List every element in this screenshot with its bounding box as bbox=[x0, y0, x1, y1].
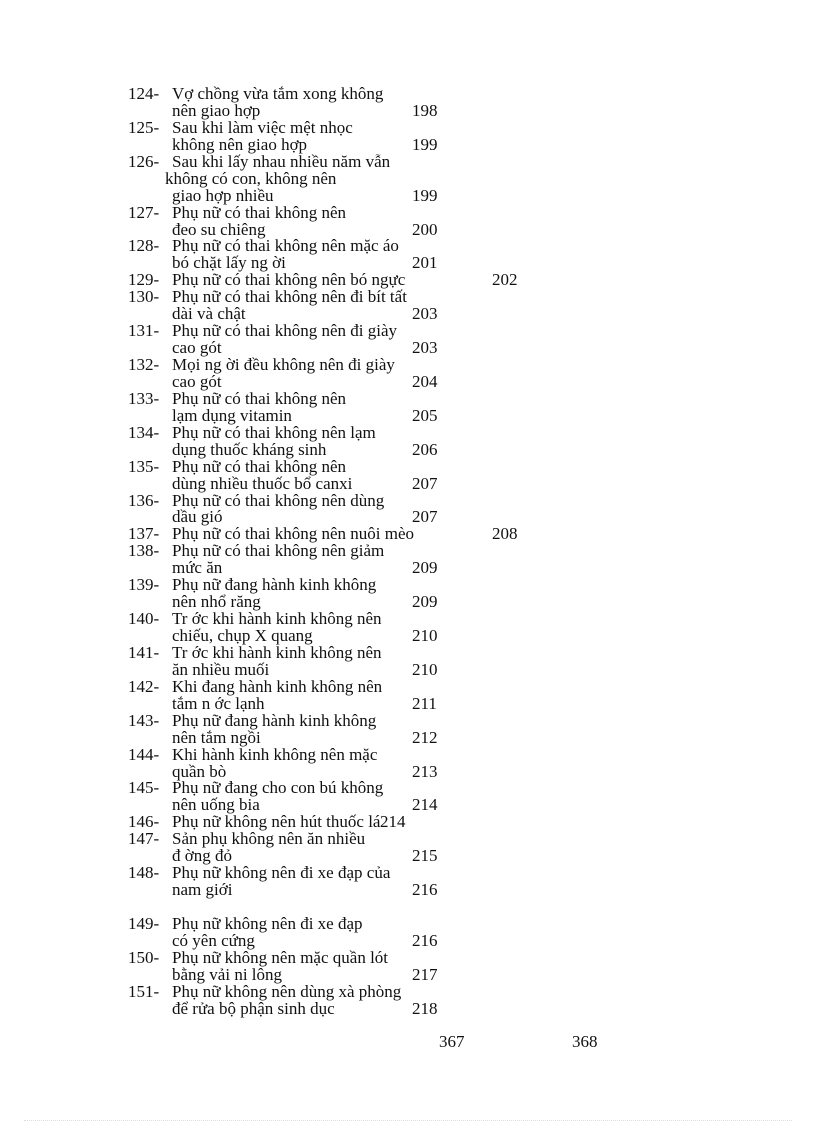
toc-entry-number: 127- bbox=[128, 202, 160, 222]
toc-entry bbox=[128, 577, 548, 611]
toc-entry-page: 216 bbox=[412, 880, 438, 900]
toc-entry-page: 206 bbox=[412, 439, 438, 459]
toc-entry-title: Sau khi làm việc mệt nhọc bbox=[172, 117, 353, 137]
toc-entry-title: Sau khi lấy nhau nhiều năm vẫn bbox=[172, 151, 391, 171]
toc-entry-title: lạm dụng vitamin bbox=[172, 405, 292, 425]
toc-entry-title: Phụ nữ có thai không nên mặc áo bbox=[172, 236, 399, 256]
toc-entry-title: cao gót bbox=[172, 338, 222, 358]
toc-entry-number: 134- bbox=[128, 422, 160, 442]
toc-entry bbox=[128, 202, 548, 239]
toc-entry-title: Mọi ng ời đều không nên đi giày bbox=[172, 355, 395, 374]
toc-entry bbox=[128, 642, 548, 679]
toc-entry-title: dầu gió bbox=[172, 507, 223, 527]
toc-entry-title: Sản phụ không nên ăn nhiều bbox=[172, 829, 366, 849]
toc-entry-number: 148- bbox=[128, 863, 160, 883]
toc-entry-title: Tr ớc khi hành kinh không nên bbox=[172, 609, 382, 629]
toc-entry bbox=[128, 117, 548, 154]
toc-entry-page: 207 bbox=[412, 473, 438, 493]
toc-entry-page: 199 bbox=[412, 134, 438, 154]
toc-entry-number: 124- bbox=[128, 84, 160, 103]
toc-entry-number: 138- bbox=[128, 541, 160, 561]
toc-entry bbox=[128, 289, 548, 323]
toc-entry-title: Phụ nữ có thai không nên dùng bbox=[172, 490, 385, 510]
page-number-left: 367 bbox=[439, 1032, 465, 1051]
toc-entry bbox=[128, 388, 548, 425]
toc-entry-number: 136- bbox=[128, 490, 160, 510]
toc-entry-number: 146- bbox=[128, 812, 160, 832]
toc-line bbox=[128, 202, 548, 222]
toc-entry-title: Phụ nữ không nên đi xe đạp bbox=[172, 913, 363, 933]
toc-entry-page: 212 bbox=[412, 727, 438, 747]
toc-entry-title: tắm n ớc lạnh bbox=[172, 693, 265, 713]
toc-line bbox=[128, 882, 548, 899]
toc-entry-title: nên uống bia bbox=[172, 795, 260, 815]
toc-entry-number: 132- bbox=[128, 355, 160, 374]
toc-entry-title: mức ăn bbox=[172, 558, 223, 578]
toc-line bbox=[128, 998, 548, 1018]
toc-entry-page: 207 bbox=[412, 507, 438, 527]
toc-entry bbox=[128, 490, 548, 527]
toc-entry-page: 198 bbox=[412, 100, 438, 120]
toc-entry-title: Phụ nữ có thai không nên giảm bbox=[172, 541, 385, 561]
toc-entry bbox=[128, 780, 548, 814]
toc-entry-number: 125- bbox=[128, 117, 160, 137]
toc-entry-number: 143- bbox=[128, 710, 160, 730]
toc-entry-number: 151- bbox=[128, 981, 160, 1001]
page-number-right: 368 bbox=[572, 1032, 598, 1051]
toc-entry-title: Phụ nữ có thai không nên bbox=[172, 456, 347, 476]
toc-entry bbox=[128, 831, 548, 865]
toc-entry bbox=[128, 456, 548, 493]
toc-entry bbox=[128, 710, 548, 747]
toc-entry-page: 215 bbox=[412, 846, 438, 866]
toc-entry-page: 205 bbox=[412, 405, 438, 425]
toc-entry-title: Phụ nữ đang cho con bú không bbox=[172, 778, 384, 798]
toc-entry-page: 209 bbox=[412, 558, 438, 578]
toc-entry-title: Phụ nữ đang hành kinh không bbox=[172, 575, 377, 595]
toc-entry-title: để rửa bộ phận sinh dục bbox=[172, 998, 335, 1018]
toc-entry-number: 150- bbox=[128, 947, 160, 967]
toc-entry-page: 202 bbox=[492, 270, 518, 290]
bottom-divider bbox=[24, 1120, 792, 1121]
toc-entry-page: 200 bbox=[412, 219, 438, 239]
toc-entry bbox=[128, 865, 548, 899]
toc-entry-title: nên nhổ răng bbox=[172, 592, 261, 612]
toc-entry-title: Phụ nữ có thai không nên nuôi mèo bbox=[172, 524, 414, 544]
toc-entry-title: nên giao hợp bbox=[172, 100, 261, 120]
toc-line bbox=[128, 473, 548, 493]
toc-entry-page: 213 bbox=[412, 761, 438, 781]
toc-entry-page: 208 bbox=[492, 524, 518, 544]
toc-entry-title: Phụ nữ không nên hút thuốc lá bbox=[172, 812, 381, 832]
toc-entry-page: 203 bbox=[412, 338, 438, 358]
toc-entry bbox=[128, 238, 548, 272]
toc-entry bbox=[128, 543, 548, 577]
toc-entry-number: 130- bbox=[128, 287, 160, 307]
toc-entry-number: 128- bbox=[128, 236, 160, 256]
toc-entry bbox=[128, 676, 548, 713]
toc-entry-page: 204 bbox=[412, 371, 438, 391]
toc-entry-number: 145- bbox=[128, 778, 160, 798]
toc-entry-number: 144- bbox=[128, 744, 160, 764]
toc-entry-number: 141- bbox=[128, 642, 160, 662]
toc-entry-page: 199 bbox=[412, 185, 438, 205]
toc-entry-number: 149- bbox=[128, 913, 160, 933]
toc-entry-title: Phụ nữ đang hành kinh không bbox=[172, 710, 377, 730]
toc-entry-title: giao hợp nhiều bbox=[172, 185, 274, 205]
toc-entry-title: ăn nhiều muối bbox=[172, 659, 270, 679]
toc-entry-page: 201 bbox=[412, 253, 438, 273]
toc-entry-title: quần bò bbox=[172, 761, 227, 781]
toc-entry-number: 131- bbox=[128, 321, 160, 341]
toc-entry bbox=[128, 86, 548, 120]
toc-entry-title: Phụ nữ không nên dùng xà phòng bbox=[172, 981, 402, 1001]
toc-entry-title: Phụ nữ có thai không nên bó ngực bbox=[172, 270, 406, 290]
toc-entry-title: nên tắm ngồi bbox=[172, 727, 261, 747]
toc-entry-number: 142- bbox=[128, 676, 160, 696]
toc-entry-title: bó chặt lấy ng ời bbox=[172, 253, 286, 273]
toc-entry-page: 216 bbox=[412, 930, 438, 950]
toc-entry-title: nam giới bbox=[172, 880, 233, 900]
toc-entry-title: Phụ nữ có thai không nên bbox=[172, 202, 347, 222]
toc-entry bbox=[128, 947, 548, 984]
toc-entry-title: Khi hành kinh không nên mặc bbox=[172, 744, 378, 764]
toc-entry-page: 214 bbox=[380, 812, 406, 832]
toc-entry bbox=[128, 611, 548, 645]
toc-entry bbox=[128, 981, 548, 1018]
toc-entry-page: 218 bbox=[412, 998, 438, 1018]
toc-entry-title: không nên giao hợp bbox=[172, 134, 308, 154]
toc-entry-page: 211 bbox=[412, 693, 437, 713]
toc-line bbox=[128, 744, 548, 764]
toc-entry-title: có yên cứng bbox=[172, 930, 255, 950]
toc-entry-title: đ ờng đỏ bbox=[172, 846, 232, 866]
toc-entry-page: 210 bbox=[412, 659, 438, 679]
toc-entry-title: Vợ chồng vừa tắm xong không bbox=[172, 84, 384, 103]
toc-entry-title: Tr ớc khi hành kinh không nên bbox=[172, 642, 382, 662]
toc-entry-title: chiếu, chụp X quang bbox=[172, 626, 313, 645]
toc-entry-title: cao gót bbox=[172, 371, 222, 391]
toc-entry-title: dụng thuốc kháng sinh bbox=[172, 439, 327, 459]
toc-entry-title: Phụ nữ có thai không nên đi bít tất bbox=[172, 287, 407, 307]
toc-entry-number: 133- bbox=[128, 388, 160, 408]
toc-entry-page: 203 bbox=[412, 304, 438, 324]
toc-entry-title: dài và chật bbox=[172, 304, 246, 324]
toc-entry-page: 209 bbox=[412, 592, 438, 612]
toc-entry-title: Khi đang hành kinh không nên bbox=[172, 676, 383, 696]
toc-entry-number: 139- bbox=[128, 575, 160, 595]
toc-entry-title: Phụ nữ không nên mặc quần lót bbox=[172, 947, 389, 967]
toc-entry-number: 126- bbox=[128, 151, 160, 171]
toc-entry bbox=[128, 744, 548, 781]
toc-entry-page: 210 bbox=[412, 626, 438, 645]
toc-entry bbox=[128, 913, 548, 950]
toc-entry bbox=[128, 151, 548, 205]
toc-entry bbox=[128, 422, 548, 459]
toc-entry-title: đeo su chiêng bbox=[172, 219, 266, 239]
toc-entry-number: 129- bbox=[128, 270, 160, 290]
toc-entry-number: 147- bbox=[128, 829, 160, 849]
toc-entry-title: Phụ nữ không nên đi xe đạp của bbox=[172, 863, 391, 883]
toc-entry-page: 217 bbox=[412, 964, 438, 984]
toc-entry bbox=[128, 323, 548, 357]
toc-entry-title: không có con, không nên bbox=[165, 168, 337, 188]
toc-entry-page: 214 bbox=[412, 795, 438, 815]
toc-entry-title: Phụ nữ có thai không nên lạm bbox=[172, 422, 376, 442]
toc-entry-title: Phụ nữ có thai không nên đi giày bbox=[172, 321, 397, 341]
toc-entry-title: bằng vải ni lông bbox=[172, 964, 283, 984]
toc-entry-number: 140- bbox=[128, 609, 160, 629]
toc-entry-number: 137- bbox=[128, 524, 160, 544]
toc-entry-number: 135- bbox=[128, 456, 160, 476]
toc-entry-title: dùng nhiều thuốc bổ canxi bbox=[172, 473, 353, 493]
toc-entry-title: Phụ nữ có thai không nên bbox=[172, 388, 347, 408]
toc-entry bbox=[128, 357, 548, 391]
table-of-contents bbox=[128, 86, 548, 1018]
